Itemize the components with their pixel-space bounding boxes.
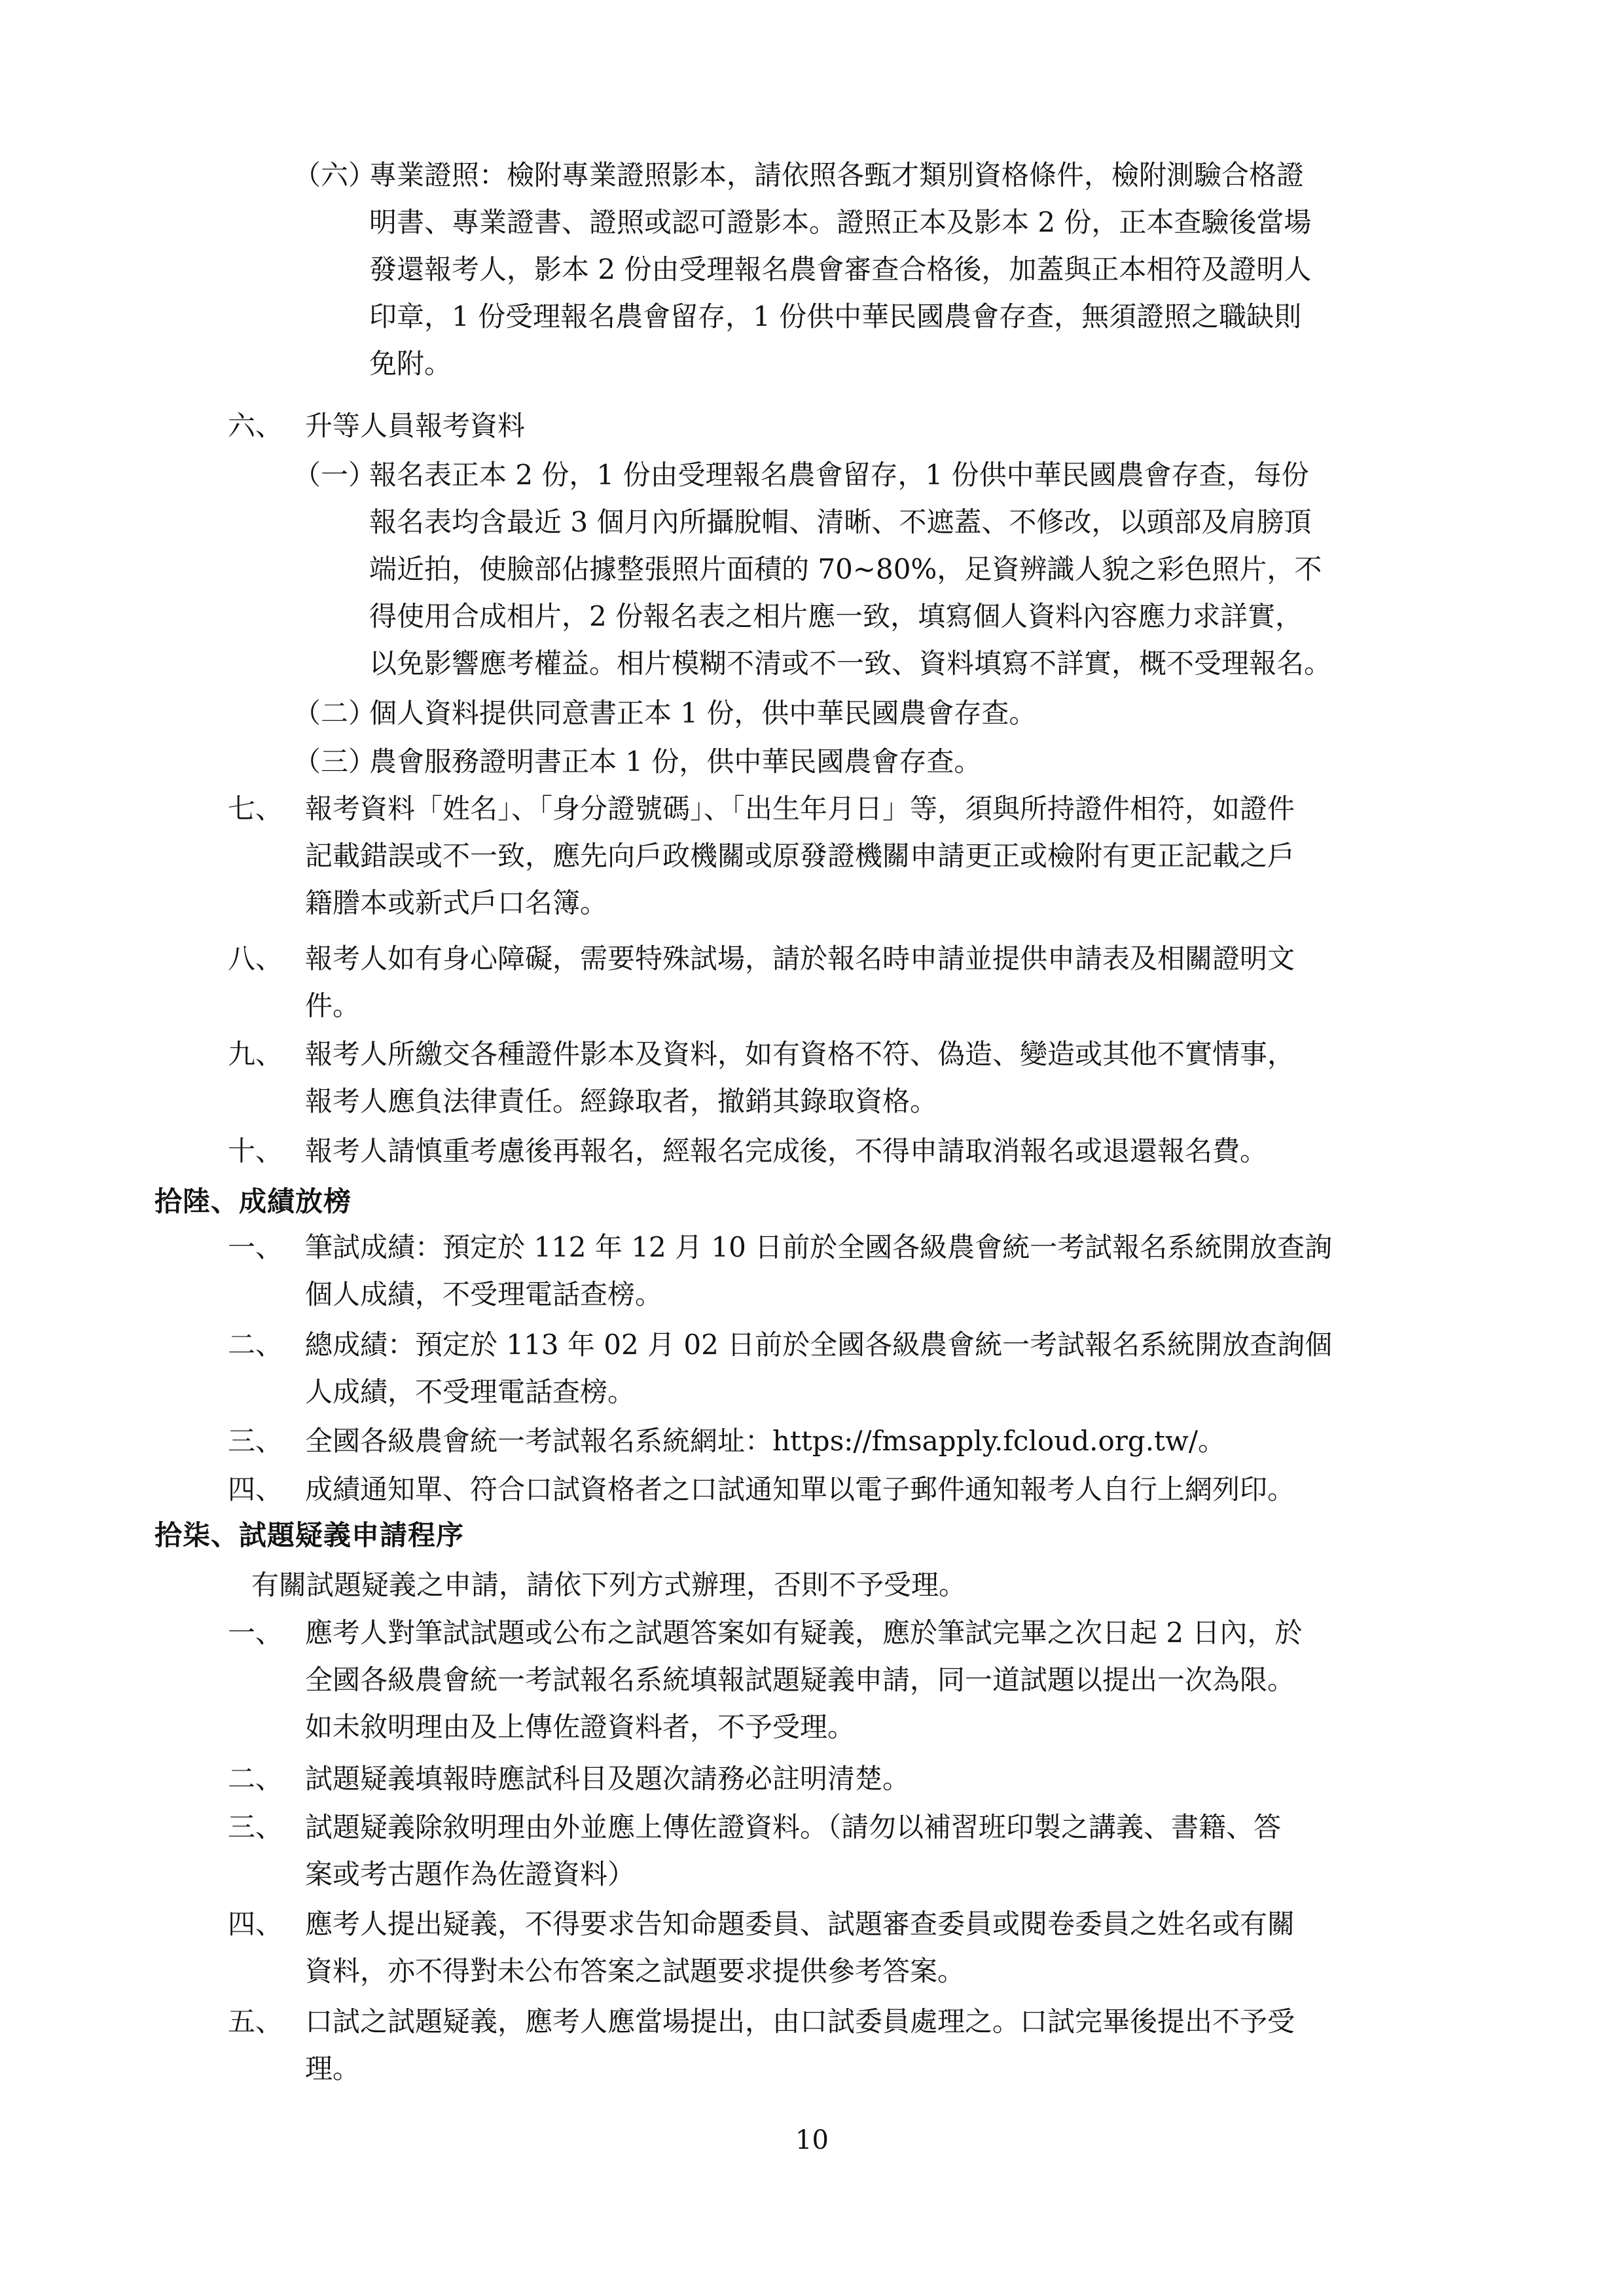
paragraph-line: 報考人請慎重考慮後再報名，經報名完成後，不得申請取消報名或退還報名費。: [305, 1135, 1268, 1167]
paragraph-line: 個人成績，不受理電話查榜。: [305, 1278, 663, 1310]
item-marker: （六）: [293, 159, 376, 191]
item-marker: 七、: [228, 793, 283, 825]
item-marker: 四、: [228, 1473, 283, 1505]
section-heading-results: 拾陸、成績放榜: [154, 1185, 352, 1217]
item-marker: （一）: [293, 459, 376, 491]
paragraph-line: 資料，亦不得對未公布答案之試題要求提供參考答案。: [305, 1955, 965, 1987]
page-number: 10: [795, 2125, 829, 2155]
paragraph-line: 全國各級農會統一考試報名系統網址：https://fmsapply.fcloud.org.tw/。: [305, 1425, 1226, 1457]
paragraph-line: 人成績，不受理電話查榜。: [305, 1376, 636, 1408]
item-marker: （二）: [293, 697, 376, 729]
item-marker: 一、: [228, 1617, 283, 1649]
paragraph-line: 理。: [305, 2053, 361, 2085]
paragraph-line: 發還報考人，影本 2 份由受理報名農會審查合格後，加蓋與正本相符及證明人: [369, 253, 1312, 285]
item-marker: 六、: [228, 410, 283, 442]
item-marker: 八、: [228, 942, 283, 975]
paragraph-line: 報考人應負法律責任。經錄取者，撤銷其錄取資格。: [305, 1085, 938, 1117]
paragraph-line: 試題疑義填報時應試科目及題次請務必註明清楚。: [305, 1763, 911, 1795]
paragraph-line: 報名表正本 2 份，1 份由受理報名農會留存，1 份供中華民國農會存查，每份: [369, 459, 1309, 491]
paragraph-line: 免附。: [369, 348, 452, 380]
paragraph-line: 件。: [305, 990, 361, 1022]
paragraph-line: 明書、專業證書、證照或認可證影本。證照正本及影本 2 份，正本查驗後當場: [369, 206, 1312, 238]
paragraph-line: 籍謄本或新式戶口名簿。: [305, 887, 608, 919]
paragraph-line: 總成績：預定於 113 年 02 月 02 日前於全國各級農會統一考試報名系統開放查詢個: [305, 1329, 1333, 1361]
paragraph-line: 端近拍，使臉部佔據整張照片面積的 70~80%，足資辨識人貌之彩色照片，不: [369, 553, 1322, 585]
item-marker: 三、: [228, 1425, 283, 1457]
item-marker: 五、: [228, 2005, 283, 2037]
paragraph-line: 記載錯誤或不一致，應先向戶政機關或原發證機關申請更正或檢附有更正記載之戶: [305, 840, 1295, 872]
paragraph-line: 報考資料「姓名」、「身分證號碼」、「出生年月日」等，須與所持證件相符，如證件: [305, 793, 1295, 825]
section-heading-question-doubt: 拾柒、試題疑義申請程序: [154, 1519, 465, 1551]
paragraph-line: 升等人員報考資料: [305, 410, 526, 442]
paragraph-line: 得使用合成相片，2 份報名表之相片應一致，填寫個人資料內容應力求詳實，: [369, 600, 1303, 632]
section-intro: 有關試題疑義之申請，請依下列方式辦理，否則不予受理。: [251, 1569, 967, 1601]
item-marker: 二、: [228, 1763, 283, 1795]
paragraph-line: 個人資料提供同意書正本 1 份，供中華民國農會存查。: [369, 697, 1037, 729]
item-marker: 九、: [228, 1038, 283, 1070]
paragraph-line: 專業證照：檢附專業證照影本，請依照各甄才類別資格條件，檢附測驗合格證: [369, 159, 1305, 191]
paragraph-line: 案或考古題作為佐證資料）: [305, 1858, 636, 1890]
paragraph-line: 成績通知單、符合口試資格者之口試通知單以電子郵件通知報考人自行上網列印。: [305, 1473, 1295, 1505]
item-marker: （三）: [293, 745, 376, 778]
item-marker: 二、: [228, 1329, 283, 1361]
paragraph-line: 以免影響應考權益。相片模糊不清或不一致、資料填寫不詳實，概不受理報名。: [369, 647, 1332, 679]
paragraph-line: 全國各級農會統一考試報名系統填報試題疑義申請，同一道試題以提出一次為限。: [305, 1664, 1295, 1696]
paragraph-line: 報名表均含最近 3 個月內所攝脫帽、清晰、不遮蓋、不修改，以頭部及肩膀頂: [369, 506, 1312, 538]
paragraph-line: 如未敘明理由及上傳佐證資料者，不予受理。: [305, 1711, 856, 1743]
item-marker: 十、: [228, 1135, 283, 1167]
paragraph-line: 應考人提出疑義，不得要求告知命題委員、試題審查委員或閱卷委員之姓名或有關: [305, 1908, 1295, 1940]
paragraph-line: 報考人所繳交各種證件影本及資料，如有資格不符、偽造、變造或其他不實情事，: [305, 1038, 1295, 1070]
paragraph-line: 口試之試題疑義，應考人應當場提出，由口試委員處理之。口試完畢後提出不予受: [305, 2005, 1295, 2037]
paragraph-line: 報考人如有身心障礙，需要特殊試場，請於報名時申請並提供申請表及相關證明文: [305, 942, 1295, 975]
paragraph-line: 農會服務證明書正本 1 份，供中華民國農會存查。: [369, 745, 982, 778]
item-marker: 三、: [228, 1811, 283, 1843]
paragraph-line: 應考人對筆試試題或公布之試題答案如有疑義，應於筆試完畢之次日起 2 日內，於: [305, 1617, 1303, 1649]
paragraph-line: 印章，1 份受理報名農會留存，1 份供中華民國農會存查，無須證照之職缺則: [369, 300, 1302, 332]
paragraph-line: 筆試成績：預定於 112 年 12 月 10 日前於全國各級農會統一考試報名系統開放查詢: [305, 1231, 1333, 1263]
paragraph-line: 試題疑義除敘明理由外並應上傳佐證資料。（請勿以補習班印製之講義、書籍、答: [305, 1811, 1282, 1843]
item-marker: 一、: [228, 1231, 283, 1263]
item-marker: 四、: [228, 1908, 283, 1940]
